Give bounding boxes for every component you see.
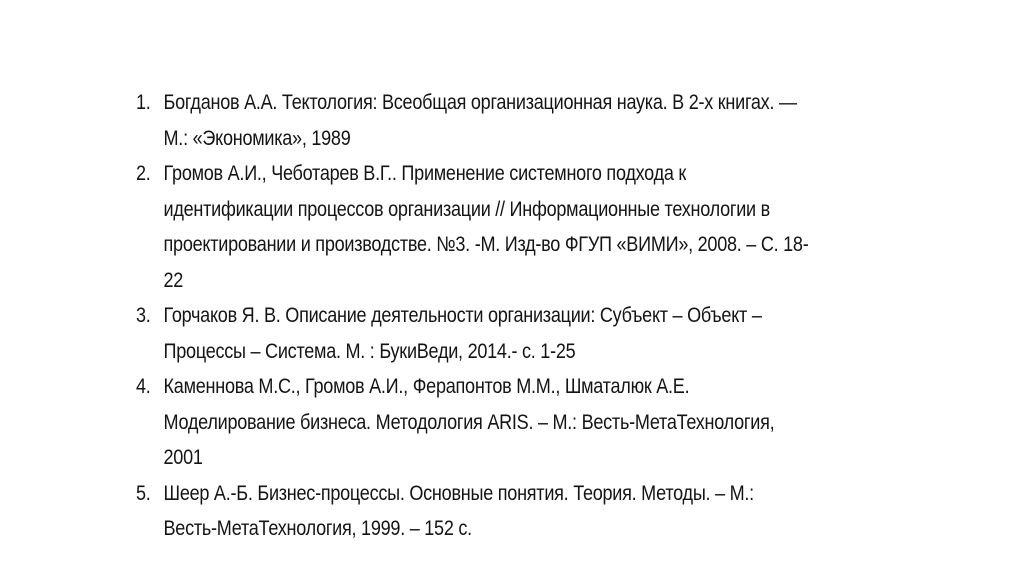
reference-text [164,298,842,369]
reference-item-1 [136,85,841,156]
reference-line: Процессы – Система. М. : БукиВеди, 2014.- с. 1-25 [163,339,576,363]
reference-line: проектировании и производстве. №3. -М. Изд-во ФГУП «ВИМИ», 2008. – С. 18- [163,233,809,256]
reference-text [164,369,842,476]
reference-line: 2001 [163,446,203,469]
reference-number: 3. [136,304,151,327]
reference-number: 5. [136,481,151,505]
reference-item-3 [136,298,841,369]
reference-number: 4. [136,375,151,398]
reference-line: Богданов А.А. Тектология: Всеобщая организационная наука. В 2-х книгах. — [163,91,797,114]
reference-text [164,85,842,156]
reference-number: 2. [136,162,151,185]
reference-line: М.: «Экономика», 1989 [163,126,351,150]
reference-line: Шеер А.-Б. Бизнес-процессы. Основные понятия. Теория. Методы. – М.: [163,481,754,505]
reference-line: Весть-МетаТехнология, 1999. – 152 с. [163,517,472,540]
reference-text [164,476,842,547]
reference-line: идентификации процессов организации // Информационные технологии в [163,197,770,221]
reference-item-2 [136,156,841,298]
reference-line: 22 [163,268,184,292]
reference-line: Каменнова М.С., Громов А.И., Ферапонтов М.М., Шматалюк А.Е. [163,375,690,398]
reference-line: Горчаков Я. В. Описание деятельности организации: Субъект – Объект – [163,304,762,327]
reference-number: 1. [136,91,151,114]
references-list [136,85,956,547]
reference-line: Громов А.И., Чеботарев В.Г.. Применение системного подхода к [163,162,687,185]
reference-text [164,156,842,298]
reference-item-5 [136,476,841,547]
reference-item-4 [136,369,841,476]
reference-line: Моделирование бизнеса. Методология ARIS. – М.: Весть-МетаТехнология, [163,410,775,434]
